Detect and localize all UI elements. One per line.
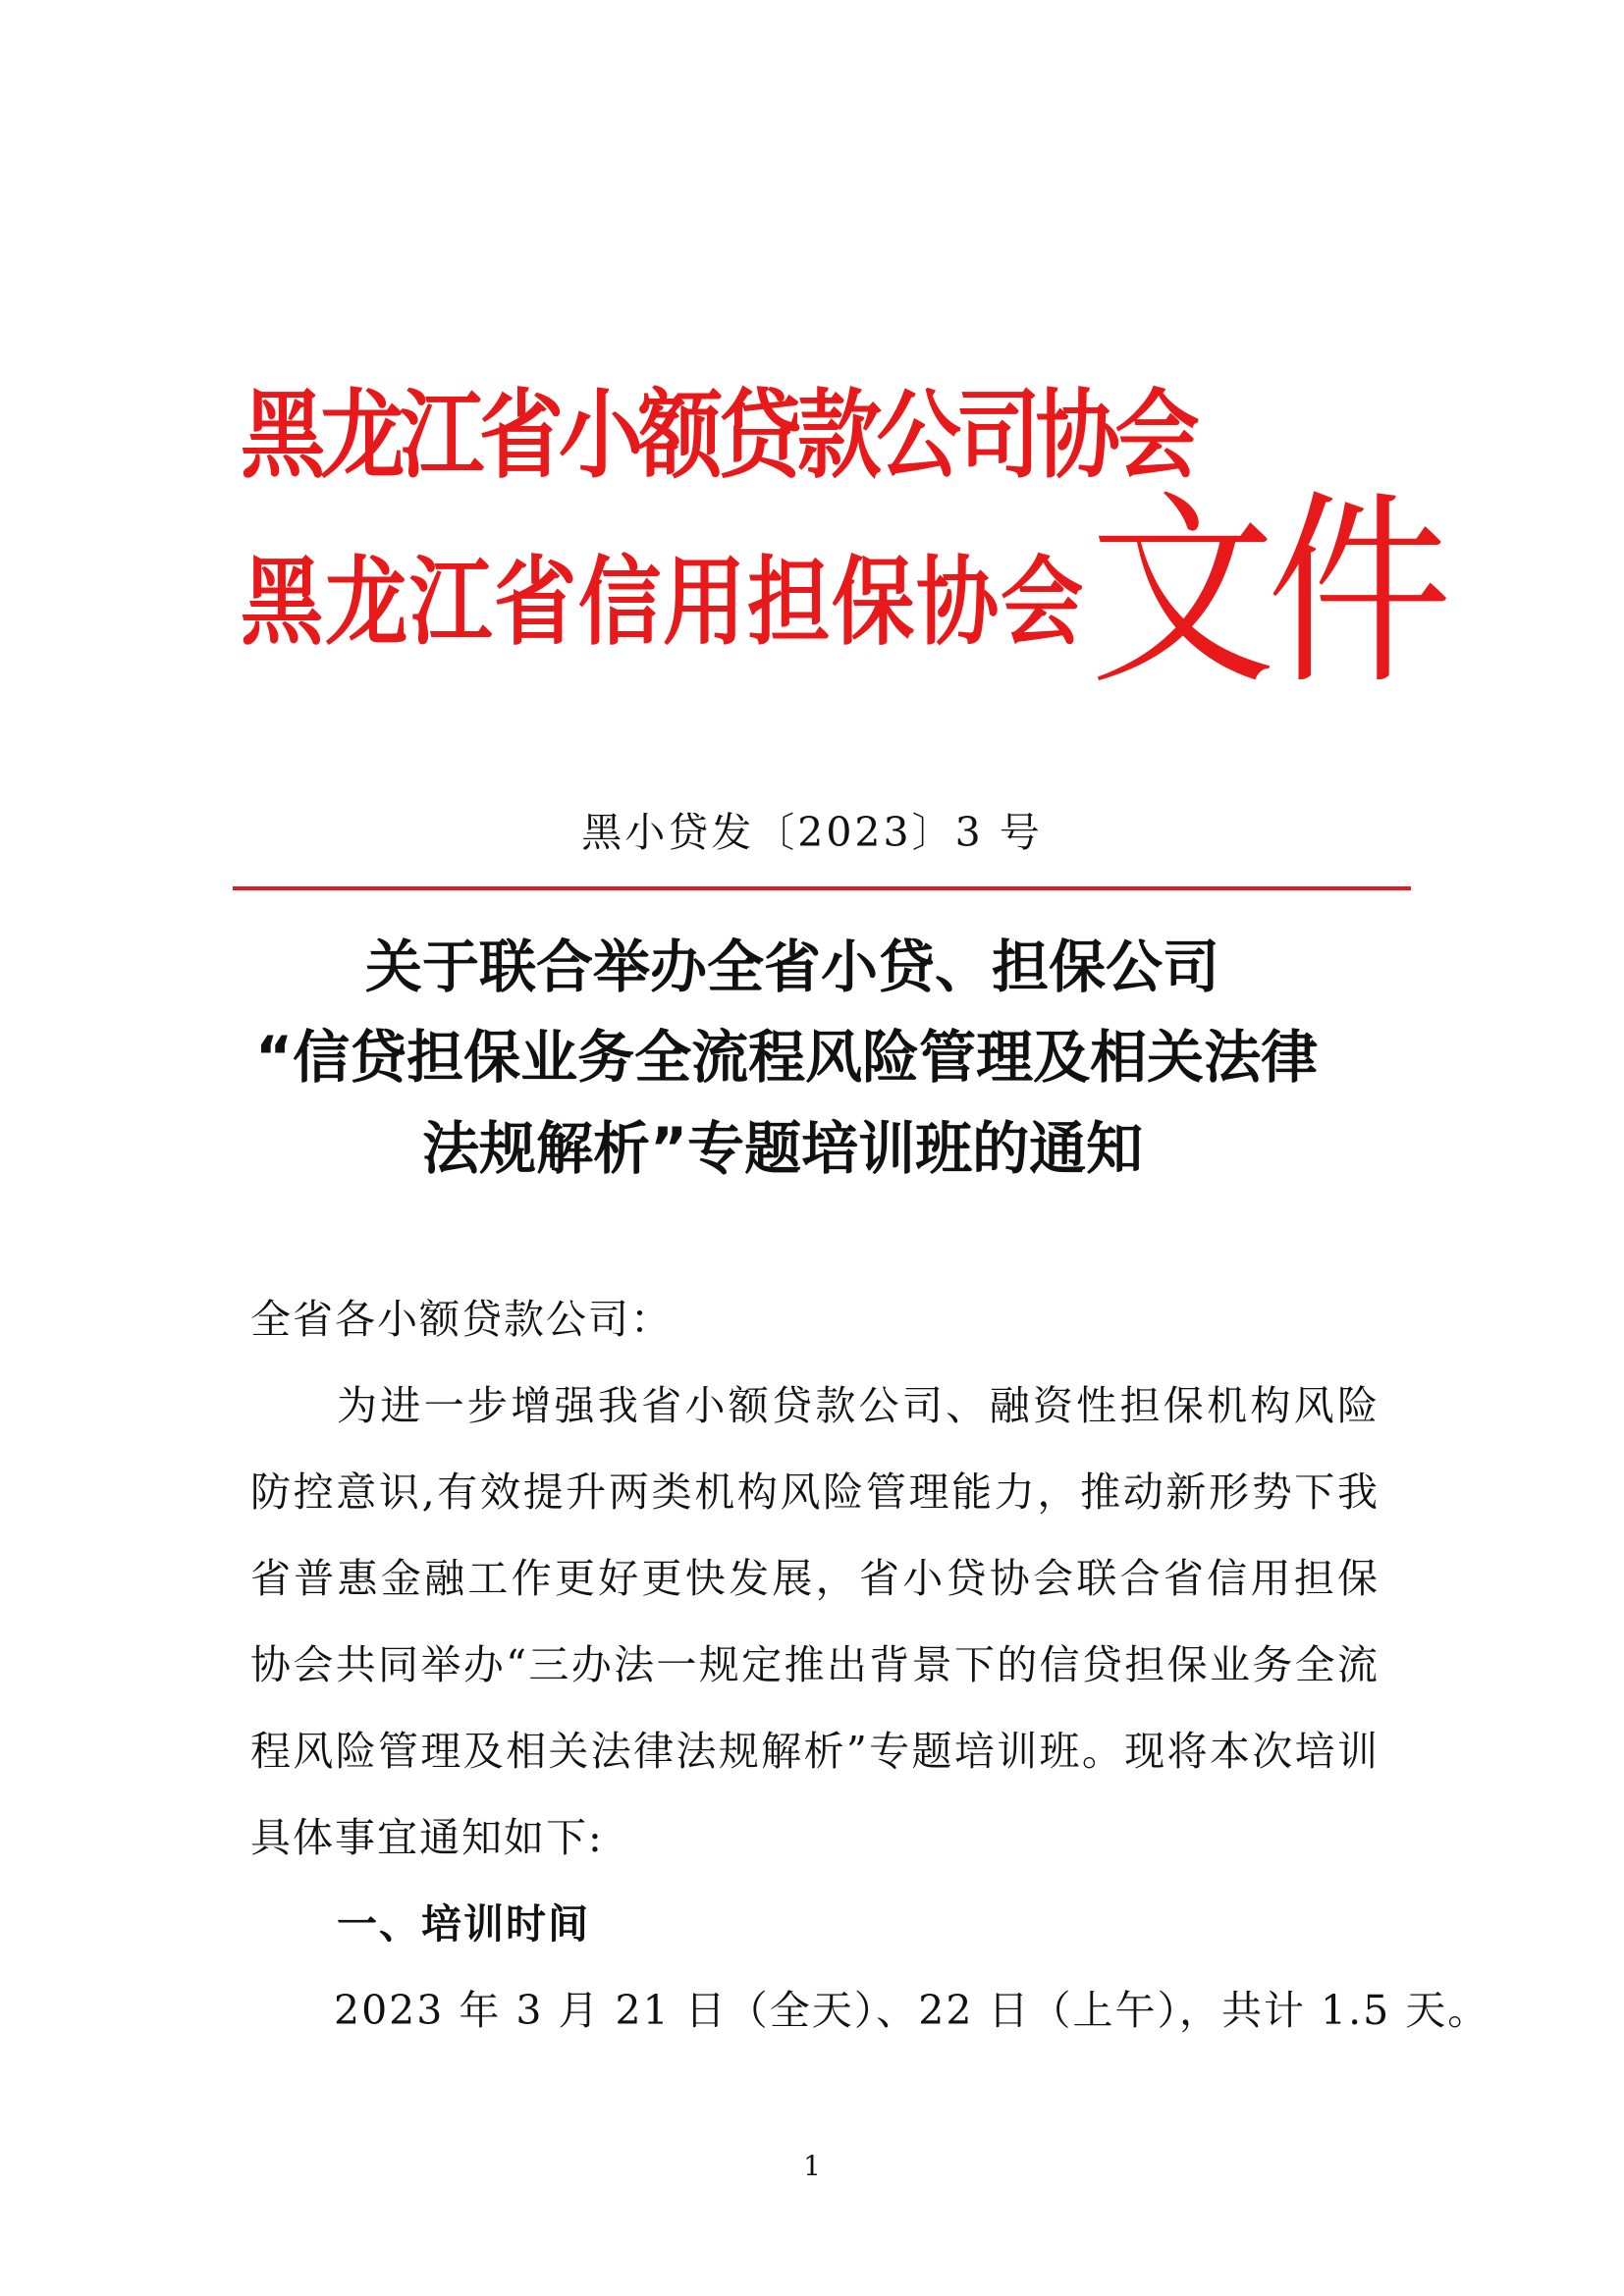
title-line-2: “信贷担保业务全流程风险管理及相关法律	[255, 1024, 1319, 1091]
document-header	[241, 358, 1444, 713]
document-number: 黑小贷发〔2023〕3 号	[581, 809, 1043, 856]
document-type-label: 文件	[1090, 472, 1444, 713]
red-divider	[233, 886, 1411, 890]
issuer-line-1: 黑龙江省小额贷款公司协会	[241, 380, 1195, 492]
title-line-3: 法规解析”专题培训班的通知	[422, 1115, 1144, 1182]
section-heading: 一、培训时间	[337, 1900, 590, 1948]
training-time: 2023 年 3 月 21 日（全天）、22 日（上午），共计 1.5 天。	[334, 1987, 1490, 2034]
salutation: 全省各小额贷款公司：	[250, 1296, 673, 1343]
title-line-1: 关于联合举办全省小贷、担保公司	[365, 934, 1220, 1000]
intro-paragraph: 为进一步增强我省小额贷款公司、融资性担保机构风险防控意识,有效提升两类机构风险管理能力，推动新形势下我省普惠金融工作更好更快发展，省小贷协会联合省信用担保协会共同举办“三办法一规定推出背景下的信贷担保业务全流程风险管理及相关法律法规解析”专题培训班。现将本次培训具体事宜通知如下:	[250, 1382, 1380, 1861]
page-number: 1	[803, 2150, 821, 2182]
issuer-line-2: 黑龙江省信用担保协会	[241, 547, 1086, 659]
